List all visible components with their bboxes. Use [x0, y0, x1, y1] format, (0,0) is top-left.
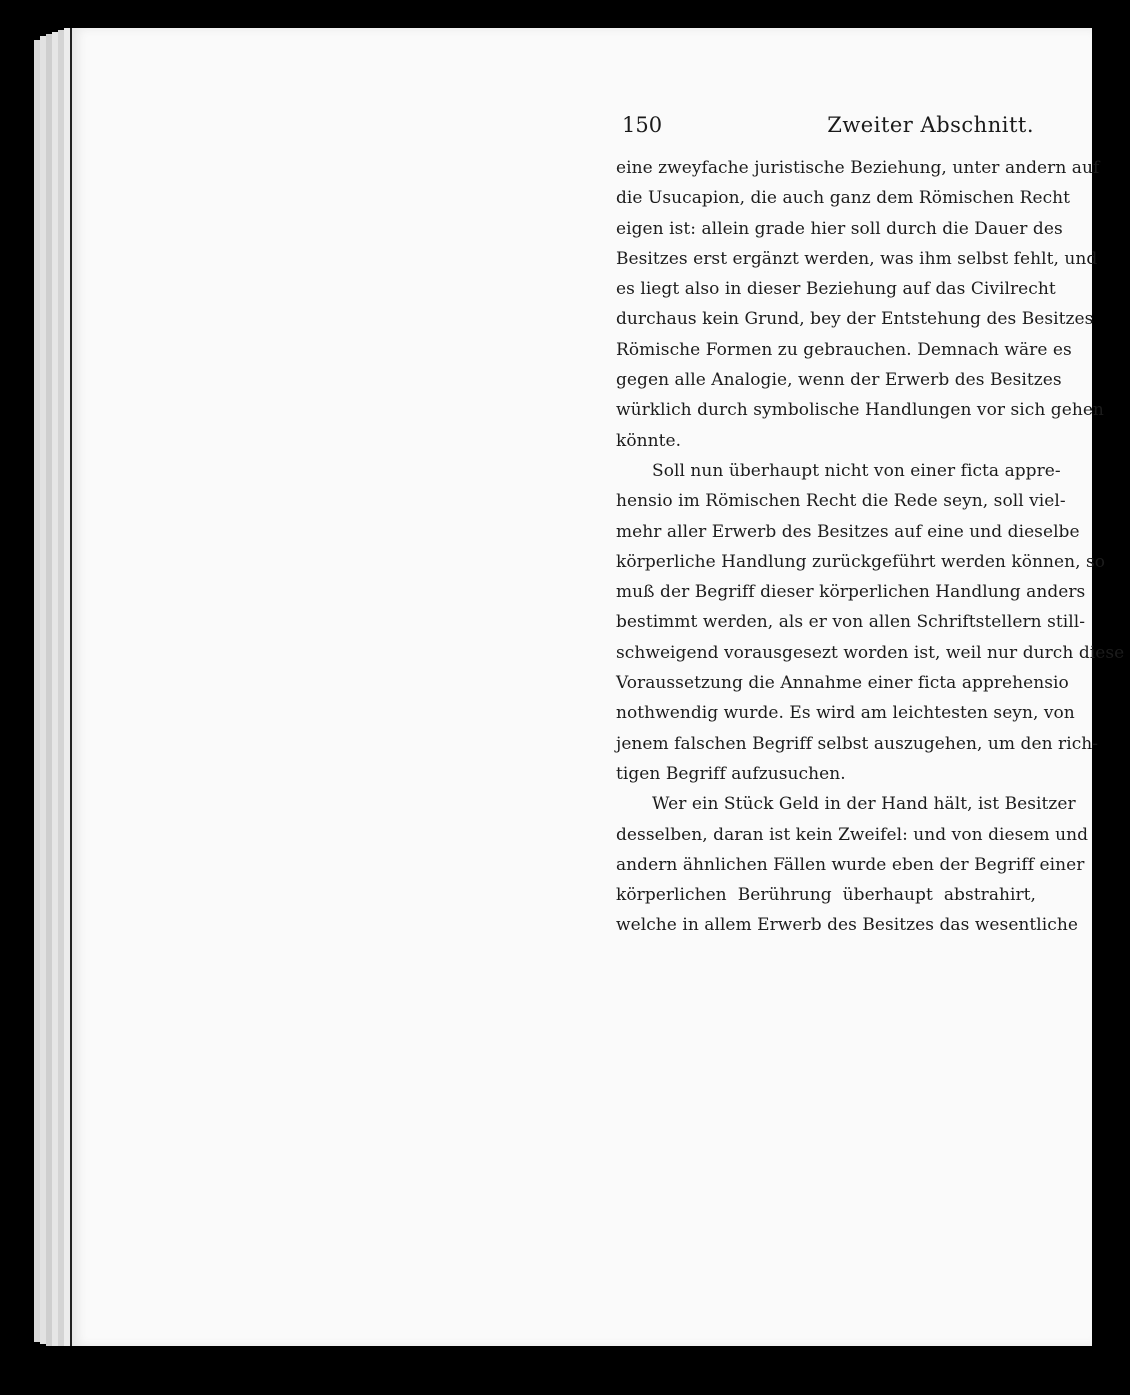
text-line: jenem falschen Begriff selbst auszugehen, um den rich- [616, 733, 1099, 754]
text-line: durchaus kein Grund, bey der Entstehung des Besitzes [616, 309, 1094, 330]
text-line: körperlichen Berührung überhaupt abstrahirt, [616, 885, 1036, 906]
text-line: es liegt also in dieser Beziehung auf das Civilrecht [616, 279, 1056, 300]
text-line: körperliche Handlung zurückgeführt werden können, so [616, 551, 1106, 572]
text-line: Besitzes erst ergänzt werden, was ihm selbst fehlt, und [616, 248, 1098, 269]
text-line: mehr aller Erwerb des Besitzes auf eine und dieselbe [616, 521, 1080, 542]
text-line: Soll nun überhaupt nicht von einer ficta appre- [652, 460, 1061, 481]
running-head [622, 113, 1034, 143]
text-line: könnte. [616, 430, 682, 451]
page-stack-edges [34, 26, 74, 1346]
text-line: nothwendig wurde. Es wird am leichtesten seyn, von [616, 703, 1075, 724]
text-line: andern ähnlichen Fällen wurde eben der Begriff einer [616, 854, 1085, 875]
page-number: 150 [622, 113, 663, 137]
text-line: die Usucapion, die auch ganz dem Römischen Recht [616, 188, 1071, 209]
text-line: bestimmt werden, als er von allen Schriftstellern still- [616, 612, 1085, 633]
text-line: Wer ein Stück Geld in der Hand hält, ist Besitzer [652, 794, 1076, 815]
text-line: eigen ist: allein grade hier soll durch die Dauer des [616, 218, 1063, 239]
text-line: schweigend vorausgesezt worden ist, weil nur durch diese [616, 642, 1125, 663]
text-line: hensio im Römischen Recht die Rede seyn, soll viel- [616, 491, 1066, 512]
text-line: gegen alle Analogie, wenn der Erwerb des Besitzes [616, 370, 1062, 391]
text-line: tigen Begriff aufzusuchen. [616, 763, 846, 784]
text-line: Voraussetzung die Annahme einer ficta apprehensio [616, 673, 1069, 694]
text-line: desselben, daran ist kein Zweifel: und von diesem und [616, 824, 1089, 845]
text-line: welche in allem Erwerb des Besitzes das wesentliche [616, 915, 1078, 936]
text-line: Römische Formen zu gebrauchen. Demnach wäre es [616, 339, 1072, 360]
section-title: Zweiter Abschnitt. [827, 113, 1034, 137]
text-line: muß der Begriff dieser körperlichen Handlung anders [616, 582, 1086, 603]
text-line: eine zweyfache juristische Beziehung, unter andern auf [616, 158, 1100, 178]
text-line: würklich durch symbolische Handlungen vor sich gehen [616, 400, 1104, 421]
body-text [616, 153, 1125, 941]
